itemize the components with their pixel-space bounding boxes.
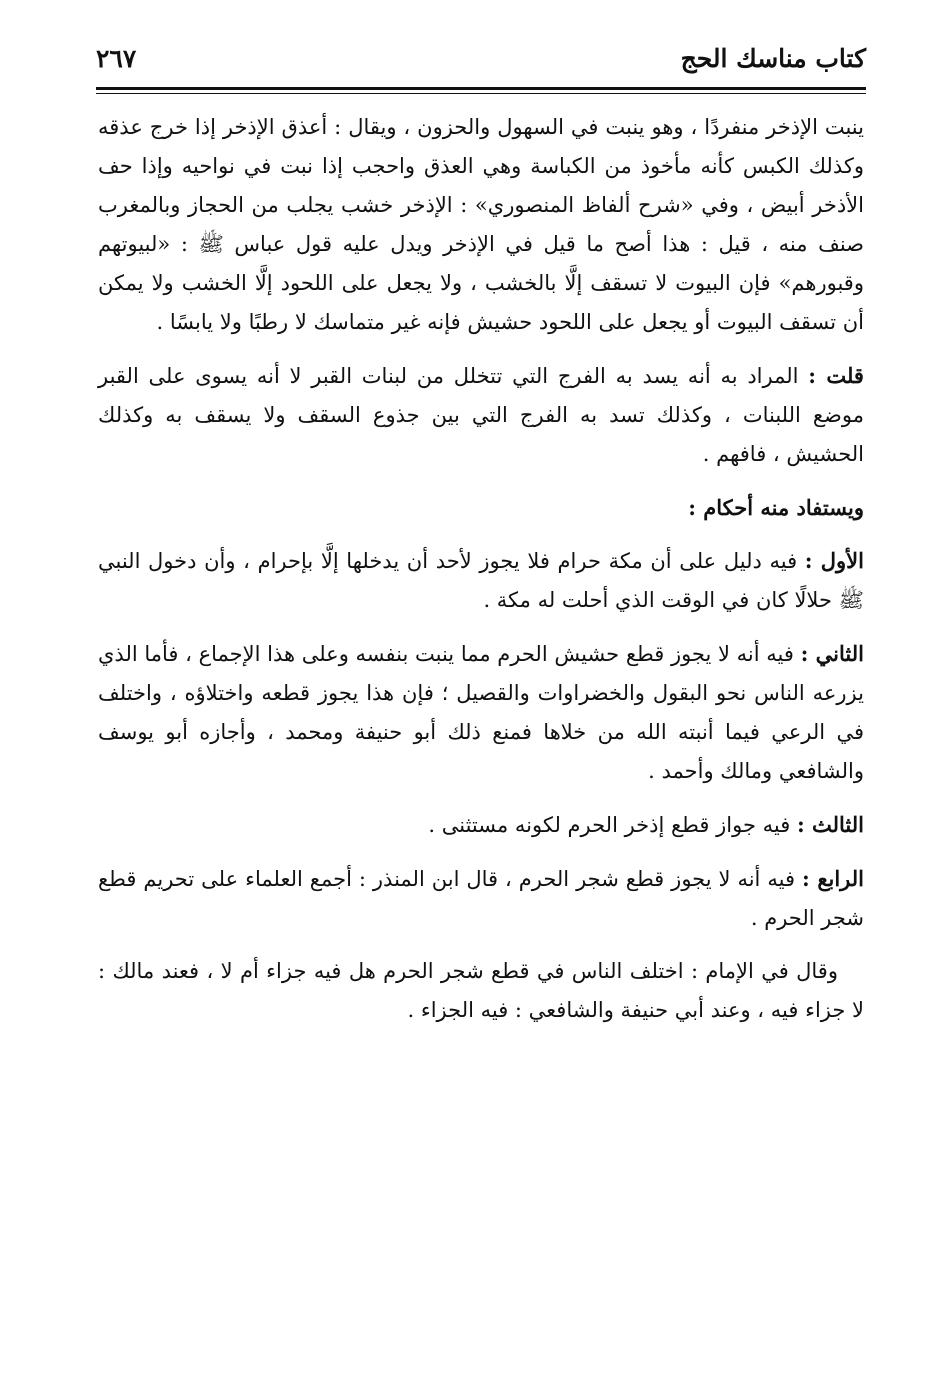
ruling-text: فيه أنه لا يجوز قطع شجر الحرم ، قال ابن المنذر : أجمع العلماء على تحريم قطع شجر الحرم . (98, 867, 864, 930)
page-number: ٢٦٧ (96, 44, 137, 73)
page-body (98, 108, 864, 1044)
ruling-lead: الثاني : (800, 641, 864, 666)
paragraph-qultu (98, 356, 864, 474)
ruling-text: فيه جواز قطع إذخر الحرم لكونه مستثنى . (428, 813, 791, 837)
paragraph-text: ينبت الإذخر منفردًا ، وهو ينبت في السهول والحزون ، ويقال : أعذق الإذخر إذا خرج عذقه وكذلك الكبس كأنه مأخوذ من الكباسة وهي العذق واحجب إذا نبت في نواحيه وإذا حف الأذخر أبيض ، وفي «شرح ألفاظ المنصوري» : الإذخر خشب يجلب من الحجاز وبالمغرب صنف منه ، قيل : هذا أصح ما قيل في الإذخر ويدل عليه قول عباس ﷺ : «لبيوتهم وقبورهم» فإن البيوت لا تسقف إلَّا بالخشب ، ولا يجعل على اللحود إلَّا الخشب ولا يمكن أن تسقف البيوت أو يجعل على اللحود حشيش فإنه غير متماسك لا رطبًا ولا يابسًا . (98, 115, 864, 334)
closing-paragraph: وقال في الإمام : اختلف الناس في قطع شجر الحرم هل فيه جزاء أم لا ، فعند مالك : لا جزاء فيه ، وعند أبي حنيفة والشافعي : فيه الجزاء . (98, 959, 864, 1022)
ruling-third (98, 805, 864, 845)
page-header (96, 40, 866, 90)
ruling-text: فيه أنه لا يجوز قطع حشيش الحرم مما ينبت بنفسه وعلى هذا الإجماع ، فأما الذي يزرعه الناس نحو البقول والخضراوات والقصيل ؛ فإن هذا يجوز قطعه واختلاؤه ، واختلف في الرعي فيما أنبته الله من خلاها فمنع ذلك أبو حنيفة ومحمد ، وأجازه أبو يوسف والشافعي ومالك وأحمد . (98, 642, 864, 783)
running-title: كتاب مناسك الحج (680, 44, 866, 73)
ruling-second (98, 634, 864, 791)
header-rule-thin (96, 93, 866, 94)
paragraph-text: المراد به أنه يسد به الفرج التي تتخلل من لبنات القبر لا أنه يسوى على القبر موضع اللبنات ، وكذلك تسد به الفرج التي بين جذوع السقف ولا يسقف به وكذلك الحشيش ، فافهم . (98, 364, 864, 466)
ruling-text: فيه دليل على أن مكة حرام فلا يجوز لأحد أن يدخلها إلَّا بإحرام ، وأن دخول النبي ﷺ حلالًا كان في الوقت الذي أحلت له مكة . (98, 549, 864, 612)
ruling-lead: الثالث : (796, 812, 864, 837)
ruling-fourth (98, 859, 864, 938)
ruling-lead: الرابع : (801, 866, 864, 891)
paragraph-lead: قلت : (808, 363, 864, 388)
ruling-first (98, 541, 864, 620)
paragraph-idhkhir (98, 108, 864, 342)
section-heading: ويستفاد منه أحكام : (688, 495, 864, 520)
ruling-lead: الأول : (804, 548, 864, 573)
header-rule (96, 87, 866, 90)
